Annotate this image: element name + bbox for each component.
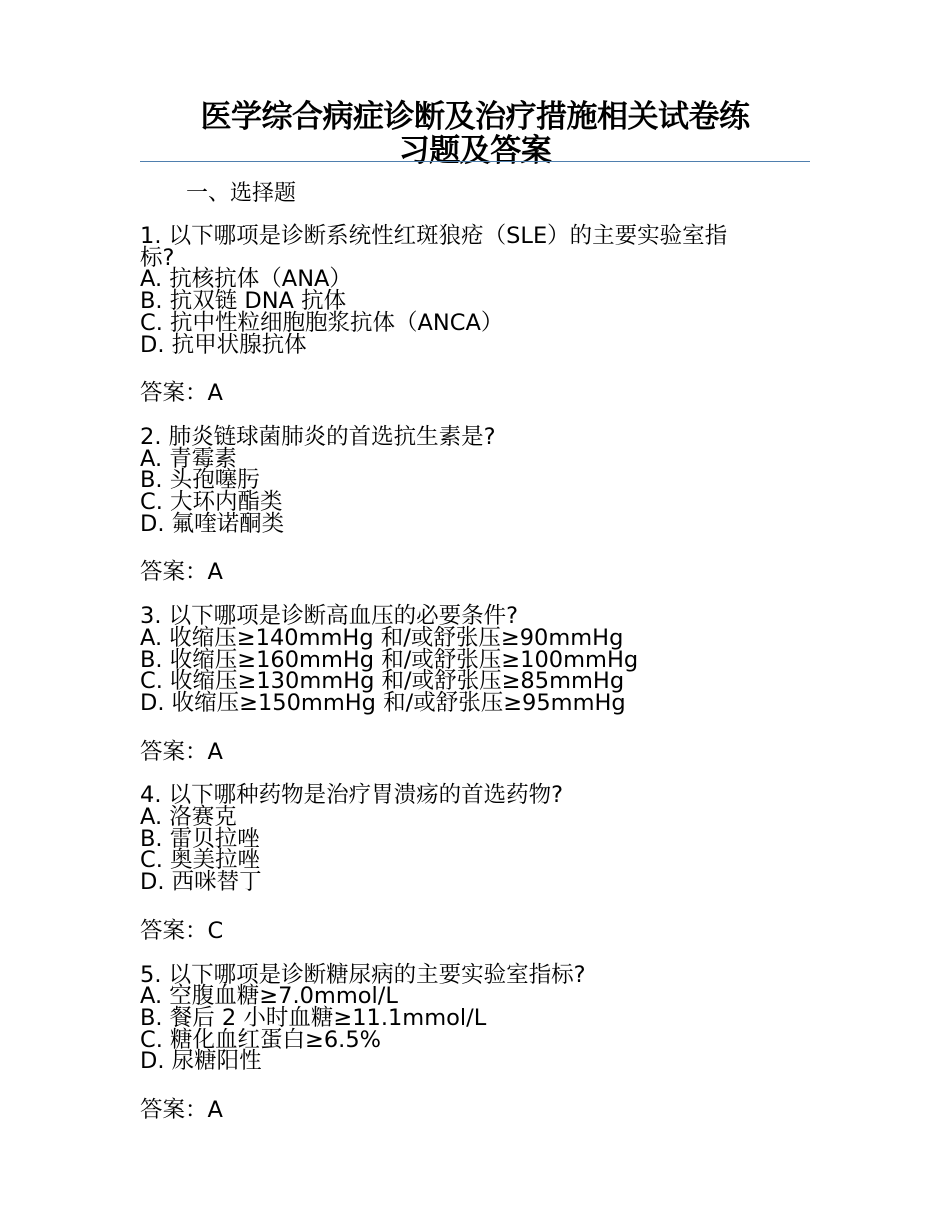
question-stem: 2. 肺炎链球菌肺炎的首选抗生素是? [140,423,496,450]
question-4 [140,782,820,944]
section-heading: 一、选择题 [186,181,297,206]
option-c: C. 大环内酯类 [140,489,283,516]
option-b: B. 收缩压≥160mmHg 和/或舒张压≥100mmHg [140,646,639,673]
option-b: B. 抗双链 DNA 抗体 [140,288,347,315]
option-b: B. 雷贝拉唑 [140,825,260,852]
option-d: D. 尿糖阳性 [140,1048,262,1075]
answer-text: 答案：C [140,917,224,944]
question-list [140,223,820,1144]
option-d: D. 抗甲状腺抗体 [140,331,307,358]
option-c: C. 抗中性粒细胞胞浆抗体（ANCA） [140,309,504,336]
question-1 [140,223,820,407]
question-2 [140,423,820,586]
title-underline-rule [140,161,810,162]
question-stem: 4. 以下哪种药物是治疗胃溃疡的首选药物? [140,782,564,809]
option-b: B. 餐后 2 小时血糖≥11.1mmol/L [140,1004,487,1031]
title-line-2: 习题及答案 [398,133,552,169]
question-stem: 3. 以下哪项是诊断高血压的必要条件? [140,603,519,630]
option-a: A. 抗核抗体（ANA） [140,266,352,293]
answer-text: 答案：A [140,738,223,765]
option-d: D. 收缩压≥150mmHg 和/或舒张压≥95mmHg [140,689,626,716]
question-stem: 5. 以下哪项是诊断糖尿病的主要实验室指标? [140,961,586,988]
option-a: A. 收缩压≥140mmHg 和/或舒张压≥90mmHg [140,624,624,651]
option-c: C. 奥美拉唑 [140,847,261,874]
option-a: A. 洛赛克 [140,804,237,831]
question-stem: 1. 以下哪项是诊断系统性红斑狼疮（SLE）的主要实验室指 [140,223,728,249]
title-line-1: 医学综合病症诊断及治疗措施相关试卷练 [200,99,750,135]
question-3 [140,603,820,765]
answer-text: 答案：A [140,380,223,407]
question-5 [140,961,820,1124]
document-title [140,100,810,168]
option-d: D. 氟喹诺酮类 [140,510,285,537]
option-b: B. 头孢噻肟 [140,467,260,494]
option-d: D. 西咪替丁 [140,869,262,896]
option-a: A. 青霉素 [140,445,237,472]
question-stem-continued: 标? [140,244,175,271]
option-a: A. 空腹血糖≥7.0mmol/L [140,983,398,1010]
option-c: C. 收缩压≥130mmHg 和/或舒张压≥85mmHg [140,668,625,695]
option-c: C. 糖化血红蛋白≥6.5% [140,1026,382,1053]
answer-text: 答案：A [140,559,223,586]
answer-text: 答案：A [140,1097,223,1124]
